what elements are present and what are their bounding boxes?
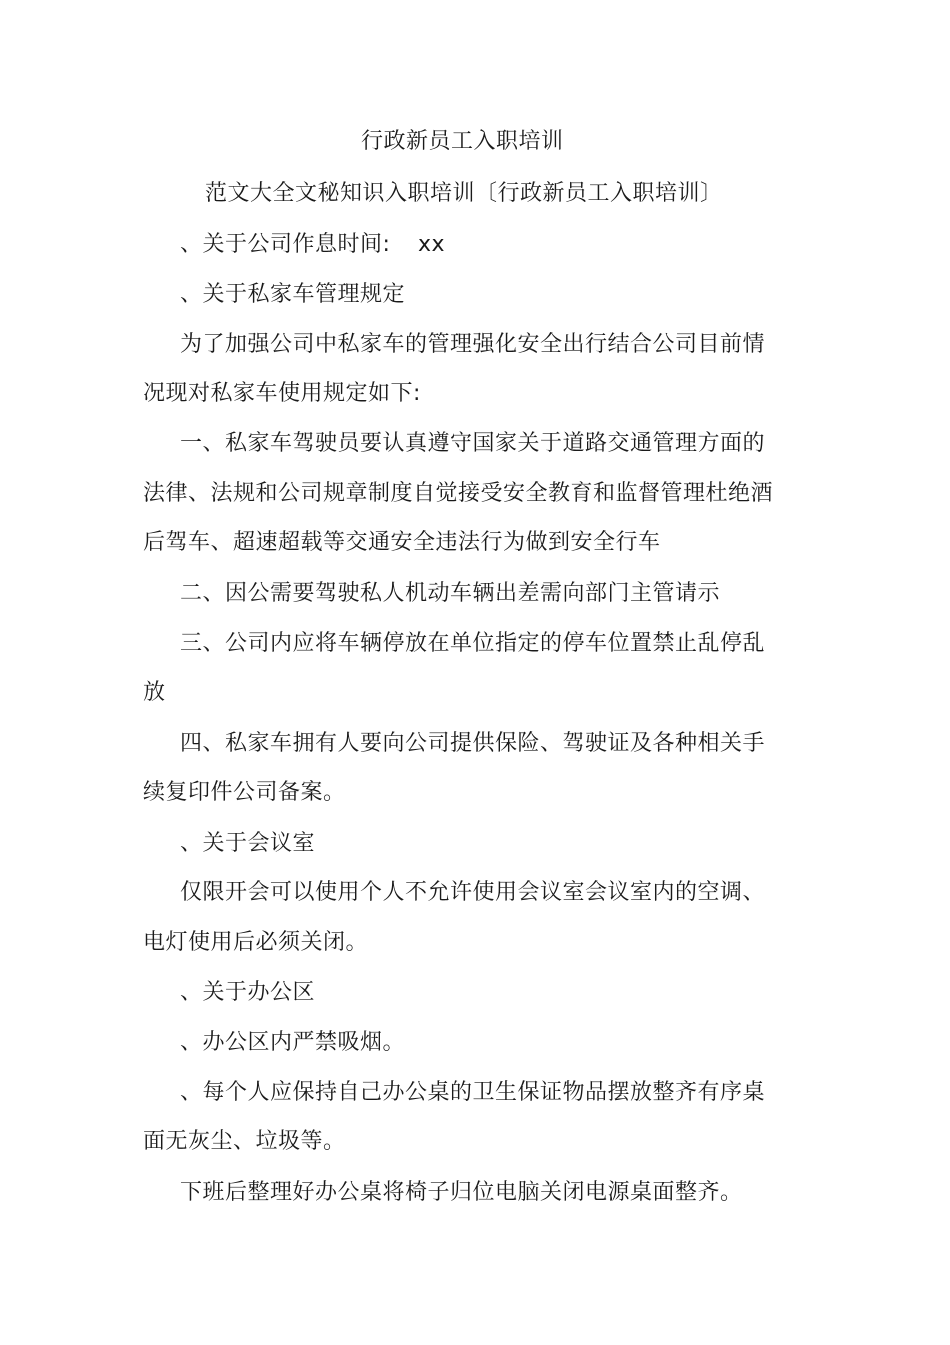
- section-heading-private-car: 、关于私家车管理规定: [180, 282, 406, 307]
- rule-item-line: 法律、法规和公司规章制度自觉接受安全教育和监督管理杜绝酒: [143, 481, 774, 506]
- rule-item-line: 三、公司内应将车辆停放在单位指定的停车位置禁止乱停乱: [180, 631, 766, 656]
- section-heading-office-area: 、关于办公区: [180, 980, 316, 1005]
- rule-item-line: 四、私家车拥有人要向公司提供保险、驾驶证及各种相关手: [180, 731, 766, 756]
- rule-item-line: 、办公区内严禁吸烟。: [180, 1030, 406, 1055]
- work-hours-value: xx: [418, 232, 446, 257]
- document-title: 行政新员工入职培训: [361, 129, 564, 154]
- document-subtitle: 范文大全文秘知识入职培训〔行政新员工入职培训〕: [205, 181, 723, 206]
- paragraph-line: 况现对私家车使用规定如下:: [143, 381, 421, 406]
- section-heading-work-hours: 、关于公司作息时间:: [180, 232, 391, 257]
- section-heading-meeting-room: 、关于会议室: [180, 831, 316, 856]
- rule-item-line: 二、因公需要驾驶私人机动车辆出差需向部门主管请示: [180, 581, 721, 606]
- rule-item-line: 放: [143, 680, 166, 705]
- paragraph-line: 电灯使用后必须关闭。: [143, 930, 369, 955]
- paragraph-line: 仅限开会可以使用个人不允许使用会议室会议室内的空调、: [180, 880, 766, 905]
- rule-item-line: 续复印件公司备案。: [143, 780, 346, 805]
- rule-item-line: 一、私家车驾驶员要认真遵守国家关于道路交通管理方面的: [180, 431, 766, 456]
- paragraph-line: 为了加强公司中私家车的管理强化安全出行结合公司目前情: [180, 332, 766, 357]
- rule-item-line: 、每个人应保持自己办公桌的卫生保证物品摆放整齐有序桌: [180, 1080, 766, 1105]
- rule-item-line: 后驾车、超速超载等交通安全违法行为做到安全行车: [143, 530, 661, 555]
- paragraph-line: 下班后整理好办公桌将椅子归位电脑关闭电源桌面整齐。: [180, 1180, 743, 1205]
- rule-item-line: 面无灰尘、垃圾等。: [143, 1129, 346, 1154]
